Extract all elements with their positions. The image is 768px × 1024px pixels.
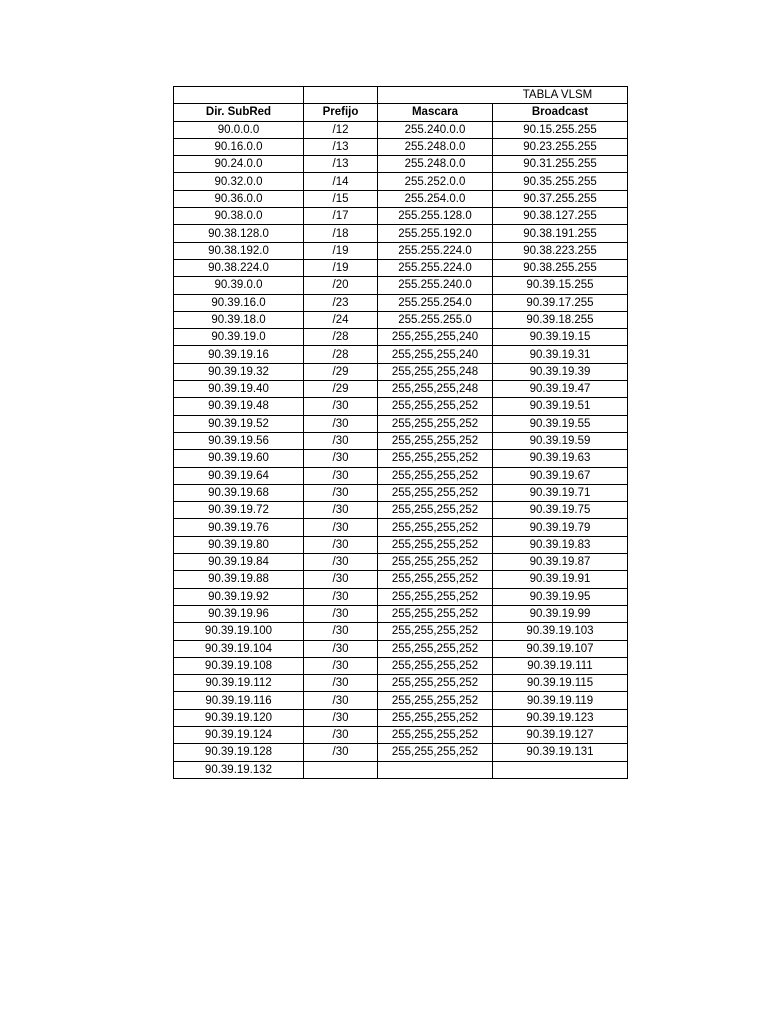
- table-row: [174, 311, 628, 328]
- table-row: [174, 381, 628, 398]
- cell-mask: 255,255,255,252: [378, 502, 493, 519]
- table-row: [174, 450, 628, 467]
- cell-prefix: /30: [304, 588, 378, 605]
- cell-prefix: /30: [304, 415, 378, 432]
- table-row: [174, 277, 628, 294]
- cell-mask: 255,255,255,252: [378, 432, 493, 449]
- table-row: [174, 432, 628, 449]
- table-row: [174, 588, 628, 605]
- cell-subnet: 90.38.0.0: [174, 208, 304, 225]
- title-blank-cell: [174, 87, 304, 104]
- cell-broadcast: 90.39.18.255: [493, 311, 628, 328]
- cell-mask: 255.255.128.0: [378, 208, 493, 225]
- cell-broadcast: 90.39.19.83: [493, 536, 628, 553]
- cell-prefix: /24: [304, 311, 378, 328]
- table-row: [174, 709, 628, 726]
- cell-subnet: 90.39.19.80: [174, 536, 304, 553]
- cell-subnet: 90.39.19.52: [174, 415, 304, 432]
- cell-subnet: 90.24.0.0: [174, 156, 304, 173]
- cell-broadcast: 90.38.127.255: [493, 208, 628, 225]
- cell-prefix: /30: [304, 432, 378, 449]
- cell-subnet: 90.39.19.104: [174, 640, 304, 657]
- cell-broadcast: 90.39.19.123: [493, 709, 628, 726]
- cell-broadcast: 90.39.19.107: [493, 640, 628, 657]
- cell-prefix: /30: [304, 519, 378, 536]
- table-row: [174, 502, 628, 519]
- cell-prefix: /30: [304, 657, 378, 674]
- cell-prefix: /30: [304, 467, 378, 484]
- cell-broadcast: 90.39.19.99: [493, 605, 628, 622]
- cell-prefix: /19: [304, 259, 378, 276]
- table-row: [174, 467, 628, 484]
- table-row: [174, 138, 628, 155]
- table-row: [174, 657, 628, 674]
- cell-mask: 255,255,255,240: [378, 346, 493, 363]
- cell-mask: 255.240.0.0: [378, 121, 493, 138]
- cell-mask: 255,255,255,252: [378, 605, 493, 622]
- cell-broadcast: 90.39.19.31: [493, 346, 628, 363]
- table-row: [174, 259, 628, 276]
- cell-mask: 255.255.224.0: [378, 242, 493, 259]
- cell-prefix: /30: [304, 554, 378, 571]
- cell-broadcast: 90.38.191.255: [493, 225, 628, 242]
- cell-subnet: 90.32.0.0: [174, 173, 304, 190]
- table-row: [174, 554, 628, 571]
- table-row: [174, 571, 628, 588]
- table-row: [174, 242, 628, 259]
- table-row: [174, 363, 628, 380]
- cell-subnet: 90.39.19.88: [174, 571, 304, 588]
- cell-prefix: /18: [304, 225, 378, 242]
- cell-prefix: /12: [304, 121, 378, 138]
- cell-mask: 255.255.224.0: [378, 259, 493, 276]
- trailing-empty-cell: [493, 761, 628, 778]
- cell-broadcast: 90.37.255.255: [493, 190, 628, 207]
- cell-mask: 255.255.254.0: [378, 294, 493, 311]
- cell-broadcast: 90.39.19.111: [493, 657, 628, 674]
- table-row: [174, 415, 628, 432]
- cell-broadcast: 90.39.19.79: [493, 519, 628, 536]
- cell-broadcast: 90.35.255.255: [493, 173, 628, 190]
- cell-prefix: /30: [304, 450, 378, 467]
- cell-prefix: /30: [304, 692, 378, 709]
- cell-mask: 255,255,255,252: [378, 398, 493, 415]
- table-row: [174, 744, 628, 761]
- cell-mask: 255,255,255,252: [378, 726, 493, 743]
- cell-prefix: /14: [304, 173, 378, 190]
- cell-mask: 255,255,255,252: [378, 744, 493, 761]
- cell-broadcast: 90.39.19.51: [493, 398, 628, 415]
- cell-mask: 255.248.0.0: [378, 138, 493, 155]
- table-row: [174, 156, 628, 173]
- header-mask: Mascara: [378, 104, 493, 121]
- cell-subnet: 90.38.224.0: [174, 259, 304, 276]
- cell-broadcast: 90.38.255.255: [493, 259, 628, 276]
- cell-mask: 255.255.240.0: [378, 277, 493, 294]
- cell-mask: 255.255.192.0: [378, 225, 493, 242]
- cell-subnet: 90.39.19.64: [174, 467, 304, 484]
- cell-subnet: 90.39.18.0: [174, 311, 304, 328]
- cell-subnet: 90.39.19.120: [174, 709, 304, 726]
- table-row: [174, 294, 628, 311]
- cell-broadcast: 90.39.19.59: [493, 432, 628, 449]
- cell-subnet: 90.39.19.56: [174, 432, 304, 449]
- table-row: [174, 623, 628, 640]
- cell-mask: 255,255,255,252: [378, 484, 493, 501]
- table-title-text: TABLA VLSM: [522, 89, 593, 102]
- cell-subnet: 90.39.19.40: [174, 381, 304, 398]
- cell-subnet: 90.39.19.68: [174, 484, 304, 501]
- cell-prefix: /19: [304, 242, 378, 259]
- cell-prefix: /30: [304, 623, 378, 640]
- cell-broadcast: 90.39.19.87: [493, 554, 628, 571]
- cell-broadcast: 90.39.19.103: [493, 623, 628, 640]
- cell-prefix: /30: [304, 640, 378, 657]
- cell-prefix: /30: [304, 398, 378, 415]
- cell-mask: 255.255.255.0: [378, 311, 493, 328]
- cell-prefix: /13: [304, 138, 378, 155]
- table-row: [174, 726, 628, 743]
- cell-subnet: 90.36.0.0: [174, 190, 304, 207]
- cell-prefix: /30: [304, 675, 378, 692]
- cell-broadcast: 90.39.19.39: [493, 363, 628, 380]
- cell-mask: 255,255,255,252: [378, 588, 493, 605]
- cell-mask: 255,255,255,252: [378, 536, 493, 553]
- cell-broadcast: 90.39.19.71: [493, 484, 628, 501]
- table-row: [174, 346, 628, 363]
- title-blank-cell: [304, 87, 378, 104]
- cell-subnet: 90.39.19.124: [174, 726, 304, 743]
- cell-mask: 255,255,255,252: [378, 623, 493, 640]
- cell-broadcast: 90.39.19.63: [493, 450, 628, 467]
- cell-subnet: 90.39.19.100: [174, 623, 304, 640]
- cell-subnet: 90.39.19.72: [174, 502, 304, 519]
- cell-prefix: /30: [304, 744, 378, 761]
- cell-subnet: 90.39.16.0: [174, 294, 304, 311]
- cell-subnet: 90.39.19.92: [174, 588, 304, 605]
- cell-mask: 255,255,255,248: [378, 363, 493, 380]
- cell-mask: 255,255,255,252: [378, 675, 493, 692]
- cell-broadcast: 90.39.19.131: [493, 744, 628, 761]
- cell-subnet: 90.39.0.0: [174, 277, 304, 294]
- table-row: [174, 484, 628, 501]
- table-row: [174, 398, 628, 415]
- table-row: [174, 173, 628, 190]
- cell-broadcast: 90.23.255.255: [493, 138, 628, 155]
- table-row: [174, 225, 628, 242]
- cell-prefix: /17: [304, 208, 378, 225]
- cell-prefix: /13: [304, 156, 378, 173]
- table-row: [174, 536, 628, 553]
- cell-prefix: /15: [304, 190, 378, 207]
- cell-broadcast: 90.15.255.255: [493, 121, 628, 138]
- trailing-empty-cell: [378, 761, 493, 778]
- cell-prefix: /29: [304, 381, 378, 398]
- table-title: [378, 87, 628, 104]
- cell-subnet: 90.16.0.0: [174, 138, 304, 155]
- cell-prefix: /28: [304, 346, 378, 363]
- cell-broadcast: 90.39.19.55: [493, 415, 628, 432]
- cell-broadcast: 90.39.15.255: [493, 277, 628, 294]
- table-row: [174, 640, 628, 657]
- cell-subnet: 90.39.19.76: [174, 519, 304, 536]
- cell-subnet: 90.38.192.0: [174, 242, 304, 259]
- cell-subnet: 90.39.19.128: [174, 744, 304, 761]
- cell-subnet: 90.39.19.16: [174, 346, 304, 363]
- cell-subnet: 90.39.19.96: [174, 605, 304, 622]
- table-body: [174, 121, 628, 761]
- header-prefix: Prefijo: [304, 104, 378, 121]
- cell-mask: 255.252.0.0: [378, 173, 493, 190]
- cell-mask: 255,255,255,252: [378, 450, 493, 467]
- table-row: [174, 692, 628, 709]
- cell-prefix: /23: [304, 294, 378, 311]
- cell-mask: 255,255,255,252: [378, 519, 493, 536]
- cell-prefix: /30: [304, 571, 378, 588]
- cell-subnet: 90.39.19.112: [174, 675, 304, 692]
- cell-subnet: 90.0.0.0: [174, 121, 304, 138]
- table-row: [174, 605, 628, 622]
- cell-subnet: 90.39.19.60: [174, 450, 304, 467]
- cell-mask: 255.254.0.0: [378, 190, 493, 207]
- table-row: [174, 121, 628, 138]
- cell-subnet: 90.39.19.116: [174, 692, 304, 709]
- header-subnet: Dir. SubRed: [174, 104, 304, 121]
- cell-subnet: 90.39.19.32: [174, 363, 304, 380]
- table-row: [174, 329, 628, 346]
- cell-broadcast: 90.39.19.91: [493, 571, 628, 588]
- header-broadcast: Broadcast: [493, 104, 628, 121]
- cell-mask: 255,255,255,240: [378, 329, 493, 346]
- vlsm-table: [173, 86, 628, 779]
- cell-prefix: /30: [304, 536, 378, 553]
- cell-mask: 255.248.0.0: [378, 156, 493, 173]
- table-row: [174, 208, 628, 225]
- cell-prefix: /28: [304, 329, 378, 346]
- table-title-row: [174, 87, 628, 104]
- table-row: [174, 519, 628, 536]
- cell-prefix: /30: [304, 605, 378, 622]
- cell-broadcast: 90.39.19.75: [493, 502, 628, 519]
- trailing-subnet: 90.39.19.132: [174, 761, 304, 778]
- cell-mask: 255,255,255,252: [378, 415, 493, 432]
- cell-mask: 255,255,255,252: [378, 467, 493, 484]
- cell-prefix: /30: [304, 502, 378, 519]
- cell-broadcast: 90.39.19.127: [493, 726, 628, 743]
- cell-broadcast: 90.39.19.95: [493, 588, 628, 605]
- cell-subnet: 90.39.19.0: [174, 329, 304, 346]
- cell-broadcast: 90.39.19.47: [493, 381, 628, 398]
- cell-mask: 255,255,255,252: [378, 554, 493, 571]
- cell-broadcast: 90.39.19.115: [493, 675, 628, 692]
- cell-broadcast: 90.39.19.15: [493, 329, 628, 346]
- cell-prefix: /20: [304, 277, 378, 294]
- cell-prefix: /29: [304, 363, 378, 380]
- cell-subnet: 90.39.19.48: [174, 398, 304, 415]
- cell-mask: 255,255,255,252: [378, 571, 493, 588]
- cell-prefix: /30: [304, 726, 378, 743]
- cell-mask: 255,255,255,252: [378, 692, 493, 709]
- trailing-empty-cell: [304, 761, 378, 778]
- cell-mask: 255,255,255,248: [378, 381, 493, 398]
- cell-subnet: 90.39.19.84: [174, 554, 304, 571]
- cell-prefix: /30: [304, 484, 378, 501]
- cell-broadcast: 90.39.19.67: [493, 467, 628, 484]
- trailing-row: [174, 761, 628, 778]
- cell-broadcast: 90.31.255.255: [493, 156, 628, 173]
- table-header-row: [174, 104, 628, 121]
- cell-broadcast: 90.38.223.255: [493, 242, 628, 259]
- table-row: [174, 190, 628, 207]
- cell-mask: 255,255,255,252: [378, 657, 493, 674]
- cell-subnet: 90.39.19.108: [174, 657, 304, 674]
- cell-prefix: /30: [304, 709, 378, 726]
- table-row: [174, 675, 628, 692]
- cell-broadcast: 90.39.19.119: [493, 692, 628, 709]
- cell-mask: 255,255,255,252: [378, 709, 493, 726]
- cell-mask: 255,255,255,252: [378, 640, 493, 657]
- cell-broadcast: 90.39.17.255: [493, 294, 628, 311]
- cell-subnet: 90.38.128.0: [174, 225, 304, 242]
